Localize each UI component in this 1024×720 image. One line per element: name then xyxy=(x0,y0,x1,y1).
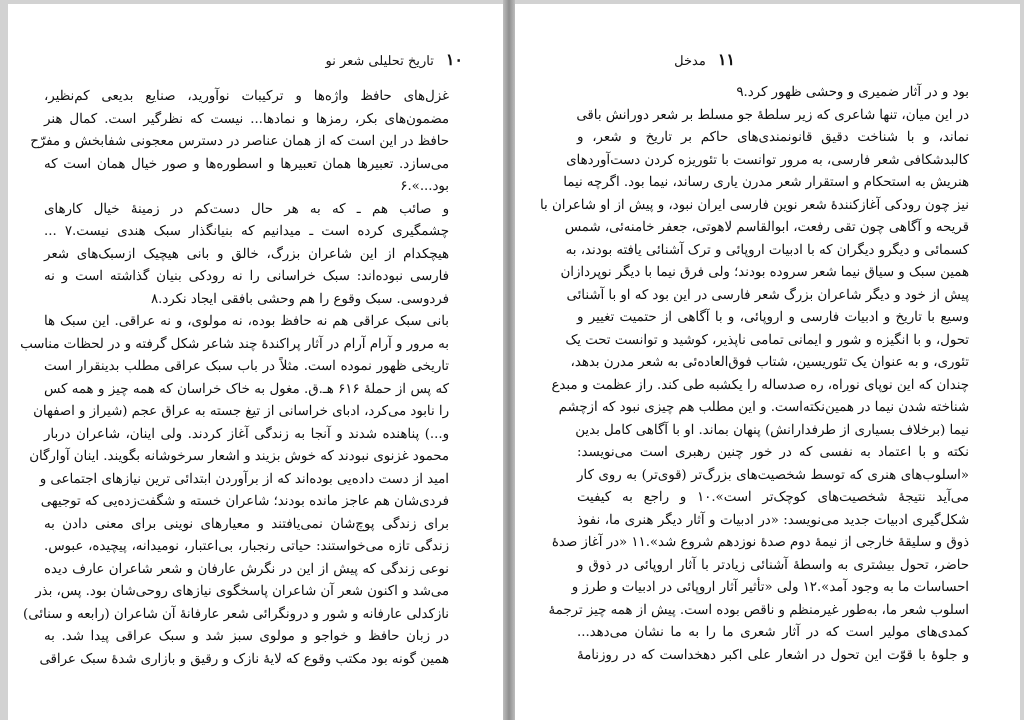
text-line: بود...».۶ xyxy=(400,179,449,194)
text-line: تحول، و با انگیزه و شور و ایمانی تمامی ناپذیر، کوشید و توانست تحت یک xyxy=(565,332,969,348)
text-line: در زبان حافظ و خواجو و مولوی سبز شد و سبک عراقی پیدا شد. به xyxy=(44,629,449,644)
text-line: حاضر، تحول بیشتری به واسطهٔ آشنائی زیادتر با آثار اروپائی در ذوق و xyxy=(577,557,969,573)
text-line: همین گونه بود مکتب وقوع که لایهٔ نازک و رقیق و بازاری شدهٔ سبک عراقی xyxy=(39,651,449,667)
text-line: چندان که این نوپای نوراه، ره صدساله را یکشبه طی کند. راز عظمت و مبدع xyxy=(551,377,969,393)
text-line: حافظ در این است که از همان عناصر در دسترس معجونی شفابخش و مفرّح xyxy=(30,134,449,149)
text-line: وسیع با تاریخ و ادبیات فارسی و اروپائی، و با آگاهی از حتمیت تغییر و xyxy=(577,310,969,325)
text-line: امید از دست داده‌یی بوده‌اند که از برآوردن ابتدائی ترین نیازهای اجتماعی و xyxy=(39,471,449,487)
text-line: کالبدشکافی شعر فارسی، به مرور توانست با تئوریزه کردن دست‌آوردهای xyxy=(566,152,969,168)
text-line: شناخته شدن نیما در همین‌نکته‌است. و این مطلب هم چیزی نبود که ازچشم xyxy=(558,400,969,415)
text-line: قریحه و آگاهی چون تقی رفعت، ابوالقاسم لاهوتی، جعفر خامنه‌ئی، شمس xyxy=(564,220,969,235)
text-line: غزل‌های حافظ واژه‌ها و ترکیبات نوآورید، صنایع بدیعی کم‌نظیر، xyxy=(44,89,449,104)
text-line: محمود غزنوی نبودند که خوش بزیند و اشعار سرخوشانه بگویند. اینان آوارگان xyxy=(29,449,449,464)
left-page-running-title: تاریخ تحلیلی شعر نو xyxy=(325,54,434,69)
text-line: تئوری، و به عنوان یک تئوریسین، شتاب فوق‌العاده‌ئی به شعر مدرن بدهد، xyxy=(570,355,969,370)
text-line: شکل‌گیری ادبیات جدید می‌نویسد: «در ادبیات و آثار دیگر هنری ما، نفوذ xyxy=(577,512,969,528)
text-line: تاریخی ظهور نموده است. مثلاً در باب سبک عراقی مطلب بدینقرار است xyxy=(44,359,449,374)
right-page-running-title: مدخل xyxy=(674,54,706,69)
left-page-body xyxy=(20,86,449,671)
text-line: پیش از خود و دیگر شاعران بزرگ شعر فارسی در این بود که او با آشنائی xyxy=(566,287,969,303)
text-line: فردوسی. سبک وقوع را هم وحشی بافقی ایجاد نکرد.۸ xyxy=(150,291,449,307)
text-line: کسمائی و دیگرو دیگران که با ادبیات اروپائی و ترک آشنائی یافته بودند، به xyxy=(565,242,969,258)
left-page-header xyxy=(313,50,463,72)
text-line: نیز چون رودکی آغازکنندهٔ شعر نوین فارسی ایران نبود، و پیش از او شاعران با xyxy=(540,197,969,213)
right-page xyxy=(515,4,1020,720)
text-line: که پس از حملهٔ ۶۱۶ هـ.ق. مغول به خاک خراسان که همه چیز و همه کس xyxy=(44,381,449,397)
text-line: را نابود می‌کرد، ادبای خراسانی از تیغ جسته به عراق عجم (شیراز و اصفهان xyxy=(33,404,449,419)
text-line: چشمگیری کرده است ـ میدانیم که بنیانگذار سبک هندی نیست.۷ ... xyxy=(44,224,449,239)
text-line: احساسات ما به وجود آمد».۱۲ ولی «تأثیر آثار اروپائی در ادبیات و طرز و xyxy=(571,580,969,595)
text-line: فارسی نبوده‌اند: سبک خراسانی را نه رودکی بنیان گذاشته است و نه xyxy=(44,269,449,284)
right-page-number: ۱۱ xyxy=(717,50,735,69)
text-line: و صائب هم ـ که به هر حال دست‌کم در زمینهٔ خیال کارهای xyxy=(44,201,449,217)
text-line: در این میان، تنها شاعری که زیر سلطهٔ جو مسلط بر شعر دورانش باقی xyxy=(576,107,969,123)
text-line: همین سبک و سیاق نیما شعر سروده بودند؛ ولی فرق نیما با دیگر نوپردازان xyxy=(560,265,969,280)
text-line: نکته و با اعتماد به نفسی که در خور چنین رهبری است می‌نویسد: xyxy=(577,445,969,460)
left-page xyxy=(8,4,503,720)
text-line: نماند، و با شناخت دقیق قانونمندی‌های حاکم بر تاریخ و شعر، و xyxy=(577,130,969,145)
text-line: می‌سازد. تعبیرها همان تعبیرها و اسطوره‌ها و صور خیال همان است که xyxy=(44,156,449,172)
text-line: نوعی زندگی که پیش از این در نگرش عارفان و شعر شاعران عارف دیده xyxy=(44,561,449,577)
text-line: بانی سبک عراقی هم نه حافظ بوده، نه مولوی، و نه عراقی. این سبک ها xyxy=(44,314,449,329)
book-gutter xyxy=(503,0,515,720)
text-line: برای زندگی پوچ‌شان نمی‌یافتند و معیارهای نوینی برای معنی دادن به xyxy=(44,516,449,532)
text-line: مضمون‌های بکر، رمزها و نمادها... نیست که نظرگیر است. کمال هنر xyxy=(44,111,449,127)
text-line: می‌آید نتیجهٔ شخصیت‌های کوچک‌تر است».۱۰ و راجع به کیفیت xyxy=(577,490,969,505)
text-line: اسلوب شعر ما، به‌طور غیرمنظم و ناقص بوده است. پیش از همه چیز ترجمهٔ xyxy=(548,602,969,618)
right-page-body xyxy=(540,82,969,667)
text-line: هنریش به استحکام و استقرار شعر مدرن یاری رساند، نیما بود. اگرچه نیما xyxy=(563,175,969,190)
text-line: هیچکدام از این شاعران بزرگ، خالق و بانی هیچیک ازسبک‌های شعر xyxy=(44,246,449,262)
text-line: ذوق و سلیقهٔ خارجی از نیمهٔ دوم صدهٔ نوزدهم شروع شد».۱۱ «در آغاز صدهٔ xyxy=(551,535,969,550)
text-line: «اسلوب‌های هنری که توسط شخصیت‌های بزرگ‌تر (قوی‌تر) به روی کار xyxy=(577,467,969,483)
text-line: فردی‌شان هم عاجز مانده بودند؛ شاعران خسته و شگفت‌زده‌یی که توجیهی xyxy=(40,494,449,509)
left-page-number: ۱۰ xyxy=(445,50,463,69)
text-line: نیما (برخلاف بسیاری از طرفدارانش) پنهان بماند. او با آگاهی کامل بدین xyxy=(575,422,969,438)
text-line: زندگی تازه می‌خواستند: حیاتی رنجبار، بی‌اعتبار، نومیدانه، پیچیده، عبوس. xyxy=(44,539,449,554)
text-line: کمدی‌های مولیر است که در آثار شعری ما را به ما نشان می‌دهد... xyxy=(577,625,969,640)
text-line: نازکدلی عارفانه و شور و درونگرائی شعر عارفانهٔ آن شاعران (رابعه و سنائی) xyxy=(23,606,449,622)
right-page-header xyxy=(585,50,735,72)
text-line: به مرور و آرام آرام در آثار پراکندهٔ چند شاعر شکل گرفته و در لحظات مناسب xyxy=(20,336,449,352)
text-line: و جلوهٔ با قوّت این تحول در اشعار علی اکبر دهخداست که در روزنامهٔ xyxy=(577,647,969,663)
text-line: بود و در آثار ضمیری و وحشی ظهور کرد.۹ xyxy=(736,85,969,100)
text-line: و...) پناهنده شدند و آنجا به زندگی آغاز کردند. ولی اینان، شاعران دربار xyxy=(44,426,449,442)
text-line: می‌شد و اکنون شعر آن شاعران پاسخگوی نیازهای روحی‌شان بود. پس، بذر xyxy=(35,584,449,599)
